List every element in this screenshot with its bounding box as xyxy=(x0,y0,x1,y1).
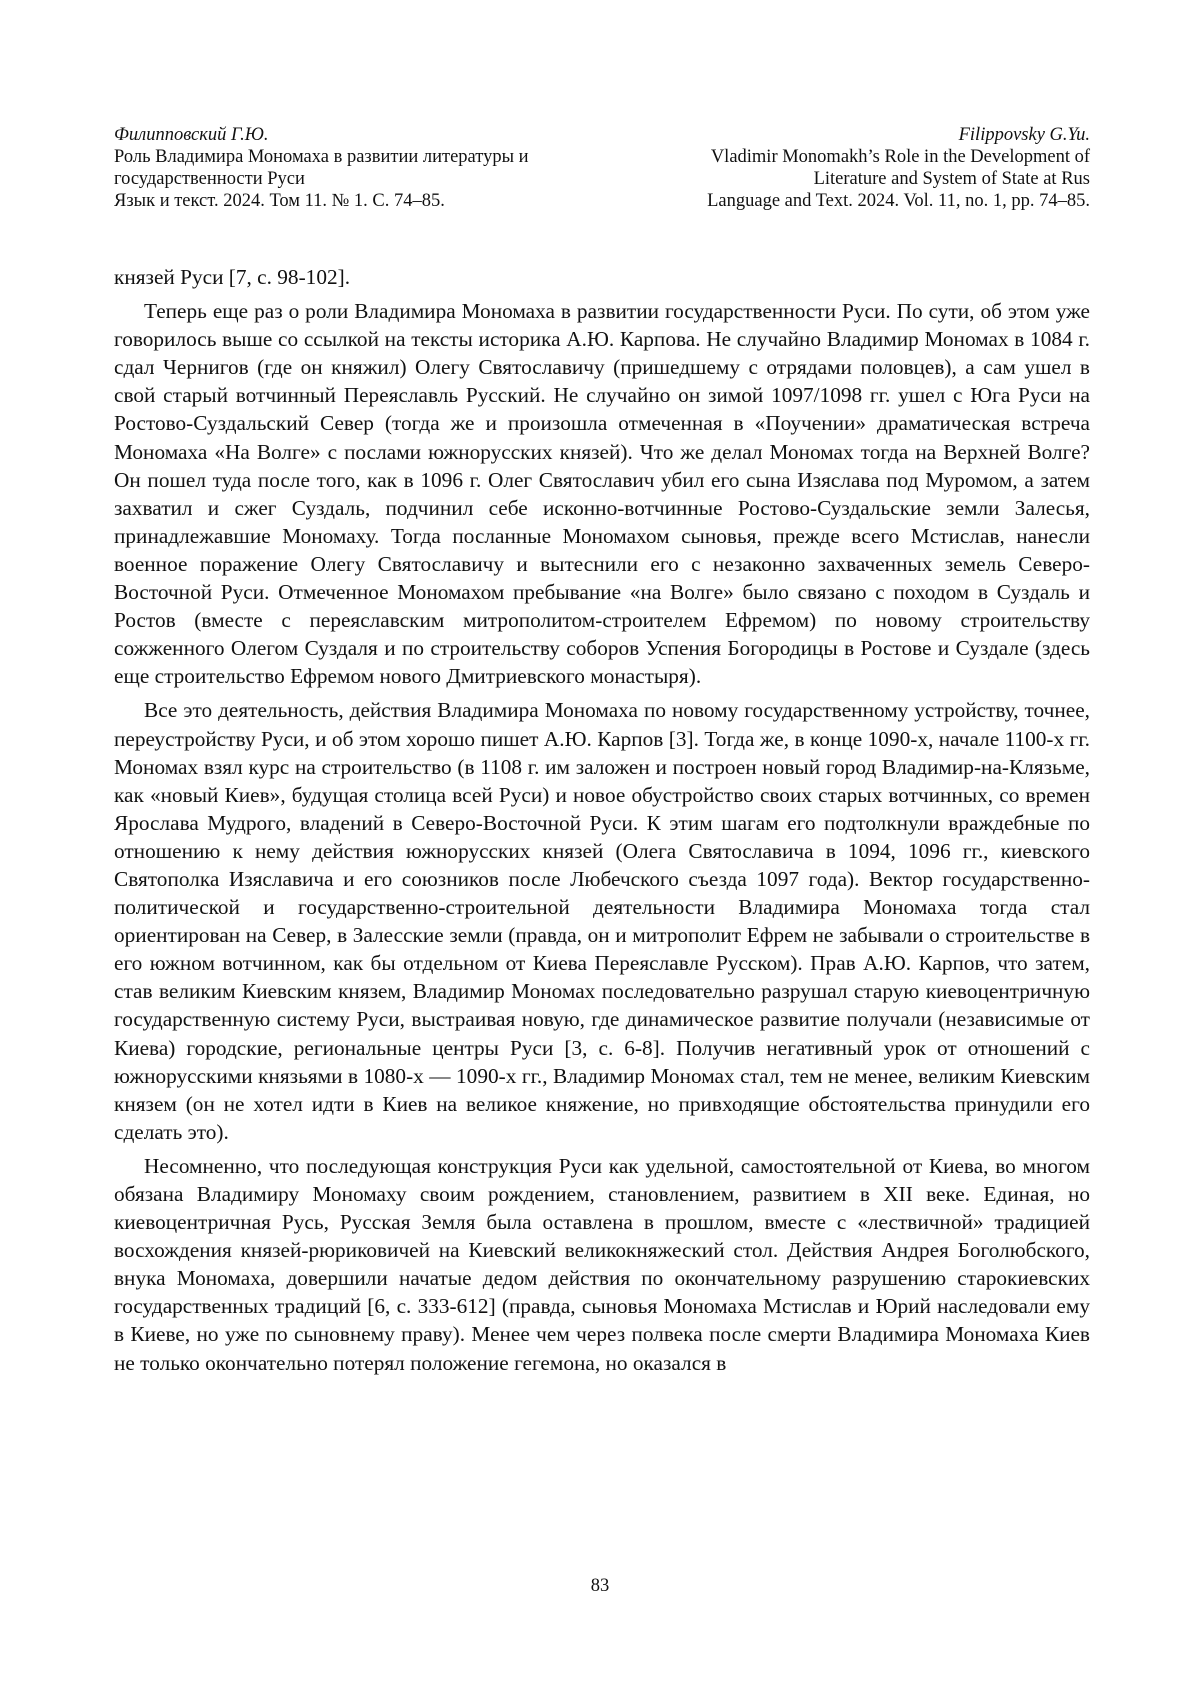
paragraph-continuation: князей Руси [7, с. 98-102]. xyxy=(114,263,1090,291)
header-author-en: Filippovsky G.Yu. xyxy=(590,124,1090,146)
header-title-en-line1: Vladimir Monomakh’s Role in the Development of xyxy=(590,146,1090,168)
paragraph: Несомненно, что последующая конструкция Руси как удельной, самостоятельной от Киева, во многом обязана Владимиру Мономаху своим рождением, становлением, развитием в XII веке. Единая, но киевоцентричная Русь, Русская Земля была оставлена в прошлом, вместе с «лествичной» традицией восхождения князей-рюриковичей на Киевский великокняжеский стол. Действия Андрея Боголюбского, внука Мономаха, довершили начатые дедом действия по окончательному разрушению старокиевских государственных традиций [6, с. 333-612] (правда, сыновья Мономаха Мстислав и Юрий наследовали ему в Киеве, но уже по сыновнему праву). Менее чем через полвека после смерти Владимира Мономаха Киев не только окончательно потерял положение гегемона, но оказался в xyxy=(114,1152,1090,1377)
journal-page xyxy=(0,0,1200,1697)
paragraph: Все это деятельность, действия Владимира Мономаха по новому государственному устройству, точнее, переустройству Руси, и об этом хорошо пишет А.Ю. Карпов [3]. Тогда же, в конце 1090-х, начале 1100-х гг. Мономах взял курс на строительство (в 1108 г. им заложен и построен новый город Владимир-на-Клязьме, как «новый Киев», будущая столица всей Руси) и новое обустройство своих старых вотчинных, со времен Ярослава Мудрого, владений в Северо-Восточной Руси. К этим шагам его подтолкнули враждебные по отношению к нему действия южнорусских князей (Олега Святославича в 1094, 1096 гг., киевского Святополка Изяславича и его союзников после Любечского съезда 1097 года). Вектор государственно-политической и государственно-строительной деятельности Владимира Мономаха тогда стал ориентирован на Север, в Залесские земли (правда, он и митрополит Ефрем не забывали о строительстве в его южном вотчинном, как бы отдельном от Киева Переяславле Русском). Прав А.Ю. Карпов, что затем, став великим Киевским князем, Владимир Мономах последовательно разрушал старую киевоцентричную государственную систему Руси, выстраивая новую, где динамическое развитие получали (независимые от Киева) городские, региональные центры Руси [3, с. 6-8]. Получив негативный урок от отношений с южнорусскими князьями в 1080-х — 1090-х гг., Владимир Мономах стал, тем не менее, великим Киевским князем (он не хотел идти в Киев на великое княжение, но привходящие обстоятельства принудили его сделать это). xyxy=(114,696,1090,1146)
header-title-en-line2: Literature and System of State at Rus xyxy=(590,168,1090,190)
header-citation-ru: Язык и текст. 2024. Том 11. № 1. С. 74–85. xyxy=(114,190,614,212)
paragraph: Теперь еще раз о роли Владимира Мономаха в развитии государственности Руси. По сути, об этом уже говорилось выше со ссылкой на тексты историка А.Ю. Карпова. Не случайно Владимир Мономах в 1084 г. сдал Чернигов (где он княжил) Олегу Святославичу (пришедшему с отрядами половцев), а сам ушел в свой старый вотчинный Переяславль Русский. Не случайно он зимой 1097/1098 гг. ушел с Юга Руси на Ростово-Суздальский Север (тогда же и произошла отмеченная в «Поучении» драматическая встреча Мономаха «На Волге» с послами южнорусских князей). Что же делал Мономах тогда на Верхней Волге? Он пошел туда после того, как в 1096 г. Олег Святославич убил его сына Изяслава под Муромом, а затем захватил и сжег Суздаль, подчинил себе исконно-вотчинные Ростово-Суздальские земли Залесья, принадлежавшие Мономаху. Тогда посланные Мономахом сыновья, прежде всего Мстислав, нанесли военное поражение Олегу Святославичу и вытеснили его с незаконно захваченных земель Северо-Восточной Руси. Отмеченное Мономахом пребывание «на Волге» было связано с походом в Суздаль и Ростов (вместе с переяславским митрополитом-строителем Ефремом) по новому строительству сожженного Олегом Суздаля и по строительству соборов Успения Богородицы в Ростове и Суздале (здесь еще строительство Ефремом нового Дмитриевского монастыря). xyxy=(114,297,1090,690)
header-author-ru: Филипповский Г.Ю. xyxy=(114,124,614,146)
header-english xyxy=(590,124,1090,212)
article-body xyxy=(114,263,1090,1383)
page-number: 83 xyxy=(0,1576,1200,1597)
header-citation-en: Language and Text. 2024. Vol. 11, no. 1, pp. 74–85. xyxy=(590,190,1090,212)
header-title-ru-line1: Роль Владимира Мономаха в развитии литературы и xyxy=(114,146,614,168)
header-russian xyxy=(114,124,614,212)
header-title-ru-line2: государственности Руси xyxy=(114,168,614,190)
